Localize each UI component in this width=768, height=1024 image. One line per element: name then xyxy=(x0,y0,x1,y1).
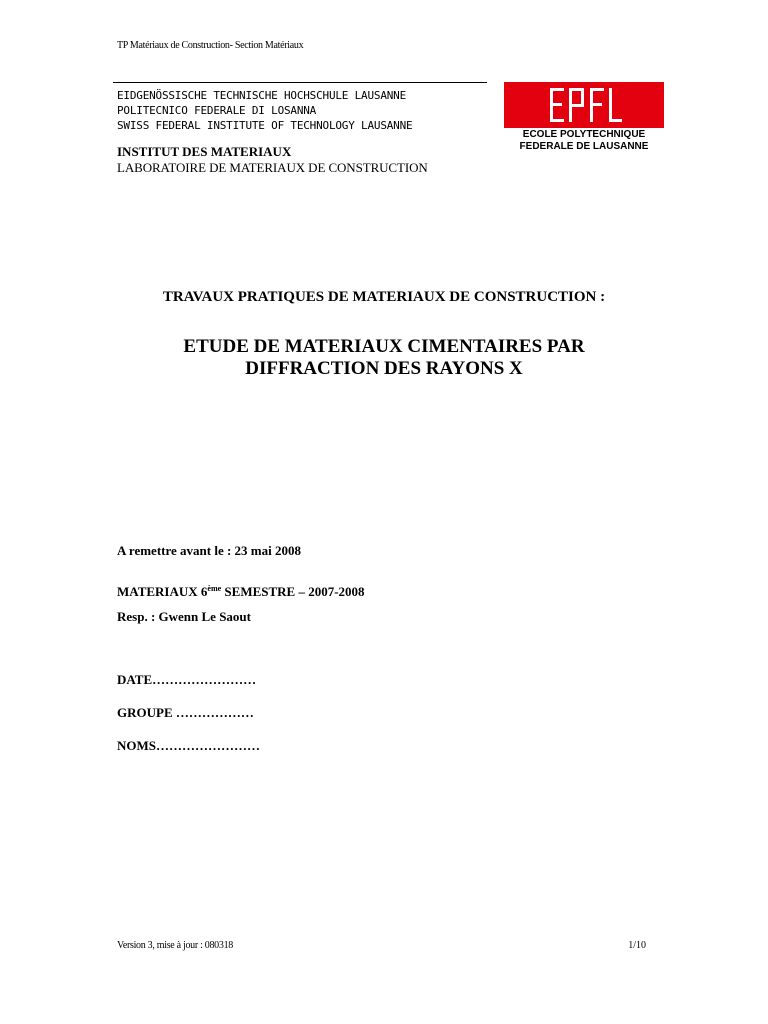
institute-name: INSTITUT DES MATERIAUX xyxy=(117,144,292,159)
group-field: GROUPE ……………… xyxy=(117,705,254,720)
running-header: TP Matériaux de Construction- Section Matériaux xyxy=(117,40,304,51)
epfl-logo-mark xyxy=(504,82,664,128)
responsible: Resp. : Gwenn Le Saout xyxy=(117,609,251,624)
semester-superscript: ème xyxy=(207,584,222,593)
epfl-logo xyxy=(504,82,664,128)
semester-suffix: SEMESTRE – 2007-2008 xyxy=(221,584,365,599)
version-footer: Version 3, mise à jour : 080318 xyxy=(117,940,233,951)
institution-names xyxy=(117,88,412,133)
document-title-line2: DIFFRACTION DES RAYONS X xyxy=(245,358,523,379)
document-title xyxy=(0,336,768,380)
date-field: DATE…………………… xyxy=(117,672,257,687)
epfl-logo-tagline xyxy=(504,129,664,153)
institution-name-german: EIDGENÖSSISCHE TECHNISCHE HOCHSCHULE LAUSANNE xyxy=(117,89,407,102)
semester-line xyxy=(117,584,365,600)
due-date: A remettre avant le : 23 mai 2008 xyxy=(117,543,301,558)
semester-prefix: MATERIAUX 6 xyxy=(117,584,208,599)
header-rule xyxy=(113,82,487,83)
logo-tagline-line1: ECOLE POLYTECHNIQUE xyxy=(522,129,646,140)
document-title-line1: ETUDE DE MATERIAUX CIMENTAIRES PAR xyxy=(183,336,585,357)
institution-name-english: SWISS FEDERAL INSTITUTE OF TECHNOLOGY LAUSANNE xyxy=(117,119,413,132)
page-number: 1/10 xyxy=(628,940,646,951)
names-field: NOMS…………………… xyxy=(117,738,260,753)
institution-name-italian: POLITECNICO FEDERALE DI LOSANNA xyxy=(117,104,317,117)
laboratory-name: LABORATOIRE DE MATERIAUX DE CONSTRUCTION xyxy=(117,160,428,175)
logo-tagline-line2: FEDERALE DE LAUSANNE xyxy=(519,141,649,152)
course-title: TRAVAUX PRATIQUES DE MATERIAUX DE CONSTRUCTION : xyxy=(162,289,606,305)
